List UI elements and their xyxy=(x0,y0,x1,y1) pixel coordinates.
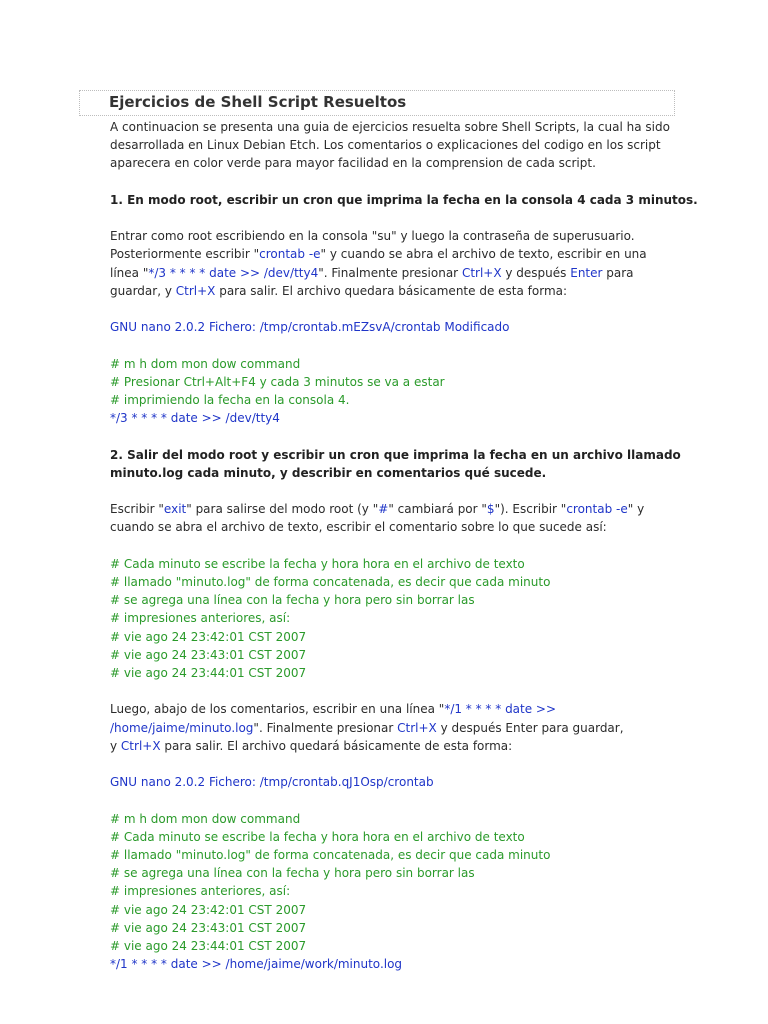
code-comment: # llamado "minuto.log" de forma concatenada, es decir que cada minuto xyxy=(110,574,551,589)
code-comment: # vie ago 24 23:44:01 CST 2007 xyxy=(110,665,307,680)
key-span: Enter xyxy=(570,265,603,280)
section-2-heading: minuto.log cada minuto, y describir en comentarios qué sucede. xyxy=(110,465,547,480)
intro-line: aparecera en color verde para mayor facilidad en la comprension de cada script. xyxy=(110,156,596,171)
code-comment: # Cada minuto se escribe la fecha y hora hora en el archivo de texto xyxy=(110,556,525,571)
code-comment: # vie ago 24 23:42:01 CST 2007 xyxy=(110,629,307,644)
section-2-text: Luego, abajo de los comentarios, escribir en una línea "*/1 * * * * date >> xyxy=(110,702,557,717)
code-comment: # vie ago 24 23:43:01 CST 2007 xyxy=(110,647,307,662)
code-comment: # vie ago 24 23:43:01 CST 2007 xyxy=(110,920,307,935)
nano-header: GNU nano 2.0.2 Fichero: /tmp/crontab.qJ1Osp/crontab xyxy=(110,775,434,790)
key-span: Ctrl+X xyxy=(120,738,161,753)
code-comment: # se agrega una línea con la fecha y hora pero sin borrar las xyxy=(110,866,475,881)
cron-line: */3 * * * * date >> /dev/tty4 xyxy=(110,411,280,426)
key-span: Ctrl+X xyxy=(175,283,216,298)
code-comment: # se agrega una línea con la fecha y hora pero sin borrar las xyxy=(110,593,475,608)
code-comment: # Cada minuto se escribe la fecha y hora hora en el archivo de texto xyxy=(110,829,525,844)
code-comment: # m h dom mon dow command xyxy=(110,356,301,371)
section-2-text: cuando se abra el archivo de texto, escribir el comentario sobre lo que sucede así: xyxy=(110,520,607,535)
intro-line: A continuacion se presenta una guia de ejercicios resuelta sobre Shell Scripts, la cual ha sido xyxy=(110,120,670,134)
code-span: # xyxy=(378,502,389,517)
section-1-text: línea "*/3 * * * * date >> /dev/tty4". Finalmente presionar Ctrl+X y después Enter para xyxy=(110,265,634,280)
section-1-text: Posteriormente escribir "crontab -e" y cuando se abra el archivo de texto, escribir en una xyxy=(110,247,647,262)
code-comment: # Presionar Ctrl+Alt+F4 y cada 3 minutos se va a estar xyxy=(110,374,445,389)
code-comment: # m h dom mon dow command xyxy=(110,811,301,826)
code-comment: # impresiones anteriores, así: xyxy=(110,884,291,899)
code-span: */3 * * * * date >> /dev/tty4 xyxy=(148,265,319,280)
page-title: Ejercicios de Shell Script Resueltos xyxy=(109,93,407,111)
cron-line: */1 * * * * date >> /home/jaime/work/minuto.log xyxy=(110,957,403,972)
code-comment: # llamado "minuto.log" de forma concatenada, es decir que cada minuto xyxy=(110,847,551,862)
code-span: crontab -e xyxy=(566,502,628,517)
section-2-heading: 2. Salir del modo root y escribir un cron que imprima la fecha en un archivo llamado xyxy=(110,447,681,462)
document-body xyxy=(110,118,698,973)
section-1-heading: 1. En modo root, escribir un cron que imprima la fecha en la consola 4 cada 3 minutos. xyxy=(110,192,698,207)
section-2-text: /home/jaime/minuto.log". Finalmente presionar Ctrl+X y después Enter para guardar, xyxy=(110,720,624,735)
section-2-text: y Ctrl+X para salir. El archivo quedará básicamente de esta forma: xyxy=(110,738,513,753)
nano-header: GNU nano 2.0.2 Fichero: /tmp/crontab.mEZsvA/crontab Modificado xyxy=(110,320,510,335)
code-span: $ xyxy=(486,502,495,517)
key-span: Ctrl+X xyxy=(397,720,437,735)
code-comment: # vie ago 24 23:44:01 CST 2007 xyxy=(110,938,307,953)
code-span: */1 * * * * date >> xyxy=(444,702,557,717)
code-comment: # imprimiendo la fecha en la consola 4. xyxy=(110,392,350,407)
code-comment: # impresiones anteriores, así: xyxy=(110,611,291,626)
section-2-text: Escribir "exit" para salirse del modo root (y "#" cambiará por "$"). Escribir "crontab -e" y xyxy=(110,502,645,517)
code-span: /home/jaime/minuto.log xyxy=(110,720,254,735)
section-1-text: guardar, y Ctrl+X para salir. El archivo quedara básicamente de esta forma: xyxy=(110,283,568,298)
section-1-text: Entrar como root escribiendo en la consola "su" y luego la contraseña de superusuario. xyxy=(110,229,635,244)
intro-line: desarrollada en Linux Debian Etch. Los comentarios o explicaciones del codigo en los script xyxy=(110,138,661,153)
code-span: crontab -e xyxy=(259,247,321,262)
code-span: exit xyxy=(163,502,187,517)
code-comment: # vie ago 24 23:42:01 CST 2007 xyxy=(110,902,307,917)
key-span: Ctrl+X xyxy=(461,265,502,280)
